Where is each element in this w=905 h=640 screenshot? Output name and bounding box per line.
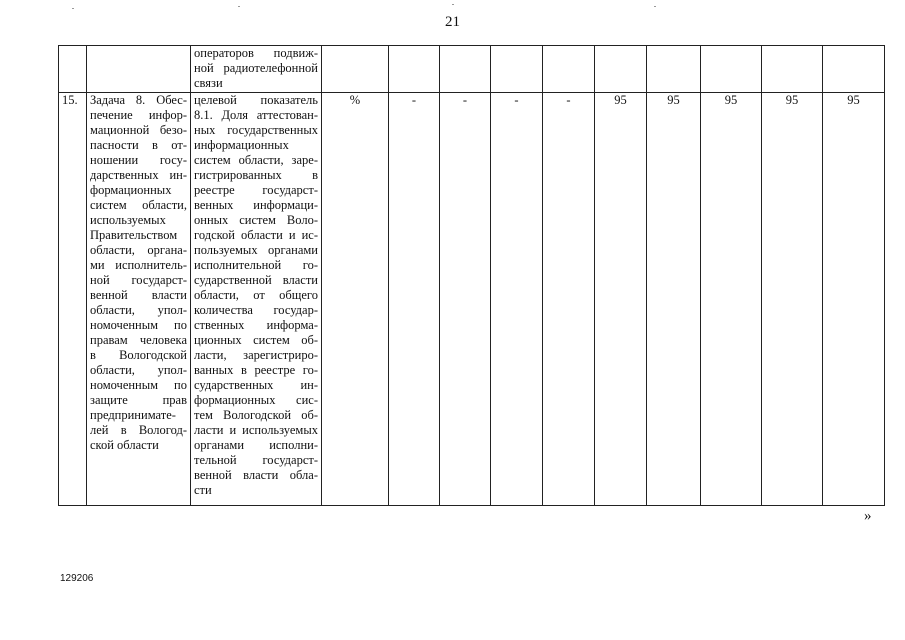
text-line: венной власти — [90, 288, 187, 302]
value-cell: - — [543, 93, 595, 506]
text-line: тем Вологодской об- — [194, 408, 318, 422]
row-number: 15. — [59, 93, 87, 506]
text-line: ной радиотелефонной — [194, 61, 318, 75]
cell-empty — [440, 46, 491, 93]
value-cell: 95 — [762, 93, 823, 506]
text-line: венных информаци- — [194, 198, 318, 212]
text-line: ношении госу- — [90, 153, 187, 167]
text-line: правам человека — [90, 333, 187, 347]
text-line: печение инфор- — [90, 108, 187, 122]
text-line: ных государственных — [194, 123, 318, 137]
text-line: целевой показатель — [194, 93, 318, 107]
cell-empty — [647, 46, 701, 93]
text-line: пользуемых органами — [194, 243, 318, 257]
cell-empty — [701, 46, 762, 93]
text-line: предпринимате- — [90, 408, 176, 422]
text-line: связи — [194, 76, 223, 90]
page-number: 21 — [445, 14, 460, 30]
text-line: используемых — [90, 213, 166, 227]
text-line: ласти, зарегистриро- — [194, 348, 318, 362]
table-row-15 — [59, 93, 885, 506]
cell-empty — [389, 46, 440, 93]
text-line: систем области, — [90, 198, 187, 212]
scan-speck — [72, 8, 74, 9]
value-cell: - — [440, 93, 491, 506]
cell-empty — [595, 46, 647, 93]
text-line: систем области, заре- — [194, 153, 318, 167]
text-line: исполнительной го- — [194, 258, 318, 272]
scan-speck — [654, 6, 656, 7]
text-line: формационных — [90, 183, 172, 197]
text-line: мационной безо- — [90, 123, 187, 137]
value-cell: 95 — [823, 93, 885, 506]
scan-speck — [452, 4, 454, 5]
cell-empty — [823, 46, 885, 93]
text-line: лей в Вологод- — [90, 423, 187, 437]
text-line: области, упол- — [90, 363, 187, 377]
scan-speck — [238, 6, 240, 7]
cell-empty — [491, 46, 543, 93]
value-cell: - — [389, 93, 440, 506]
text-line: защите прав — [90, 393, 187, 407]
text-line: венной власти обла- — [194, 468, 318, 482]
text-line: области, упол- — [90, 303, 187, 317]
text-line: ственных информа- — [194, 318, 318, 332]
text-line: ционных систем об- — [194, 333, 318, 347]
text-line: количества государ- — [194, 303, 318, 317]
indicator-text-continuation — [191, 46, 322, 93]
text-line: в Вологодской — [90, 348, 187, 362]
text-line: области, органа- — [90, 243, 187, 257]
cell-empty — [762, 46, 823, 93]
text-line: онных систем Воло- — [194, 213, 318, 227]
cell-empty — [59, 46, 87, 93]
document-code: 129206 — [60, 573, 94, 584]
text-line: сударственной власти — [194, 273, 318, 287]
value-cell: 95 — [595, 93, 647, 506]
unit: % — [322, 93, 389, 506]
indicator-table — [58, 45, 885, 506]
value-cell: 95 — [701, 93, 762, 506]
text-line: ской области — [90, 438, 159, 452]
indicator-description — [191, 93, 322, 506]
text-line: пасности в от- — [90, 138, 187, 152]
text-line: дарственных ин- — [90, 168, 187, 182]
cell-empty — [543, 46, 595, 93]
task-description — [87, 93, 191, 506]
continuation-mark: » — [864, 508, 872, 524]
text-line: сударственных ин- — [194, 378, 318, 392]
text-line: годской области и ис- — [194, 228, 318, 242]
text-line: органами исполни- — [194, 438, 318, 452]
text-line: тельной государст- — [194, 453, 318, 467]
text-line: номоченным по — [90, 378, 187, 392]
text-line: области, от общего — [194, 288, 318, 302]
text-line: номоченным по — [90, 318, 187, 332]
text-line: операторов подвиж- — [194, 46, 318, 60]
cell-empty — [87, 46, 191, 93]
text-line: ной государст- — [90, 273, 187, 287]
text-line: информационных — [194, 138, 289, 152]
cell-empty — [322, 46, 389, 93]
text-line: Правительством — [90, 228, 178, 242]
text-line: реестре государст- — [194, 183, 318, 197]
value-cell: 95 — [647, 93, 701, 506]
text-line: ванных в реестре го- — [194, 363, 318, 377]
text-line: сти — [194, 483, 212, 497]
text-line: 8.1. Доля аттестован- — [194, 108, 318, 122]
text-line: ми исполнитель- — [90, 258, 187, 272]
text-line: гистрированных в — [194, 168, 318, 182]
text-line: Задача 8. Обес- — [90, 93, 187, 107]
text-line: ласти и используемых — [194, 423, 318, 437]
value-cell: - — [491, 93, 543, 506]
table-row-continuation — [59, 46, 885, 93]
text-line: формационных сис- — [194, 393, 318, 407]
